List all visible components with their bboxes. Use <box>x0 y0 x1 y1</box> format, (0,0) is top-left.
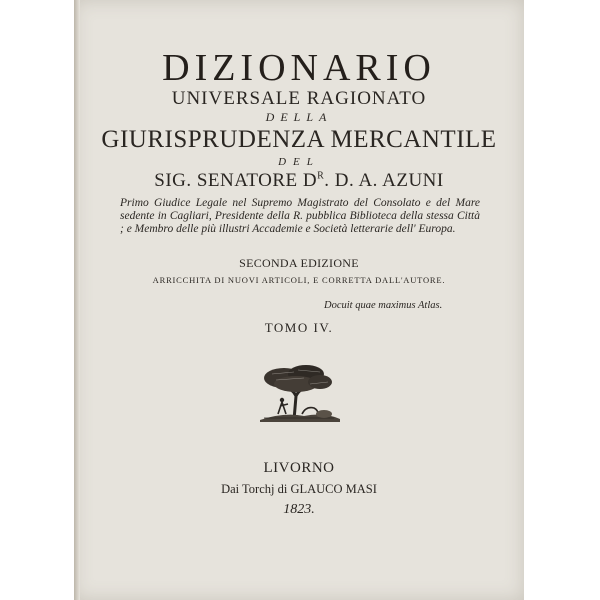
author-suffix: . D. A. AZUNI <box>324 170 444 191</box>
author-prefix: SIG. SENATORE D <box>154 170 318 191</box>
author-description: Primo Giudice Legale nel Supremo Magistrato del Consolato e del Mare sedente in Cagliari, Presidente della R. pubblica Biblioteca della stessa Città ; e Membro delle più illustri Accademie e Società letterarie dell' Europa. <box>120 197 480 235</box>
subtitle-line-2: GIURISPRUDENZA MERCANTILE <box>101 126 497 153</box>
subtitle-line-1: UNIVERSALE RAGIONATO <box>171 88 427 109</box>
author-superscript: R <box>317 170 325 182</box>
edition-note: ARRICCHITA DI NUOVI ARTICOLI, E CORRETTA DALL'AUTORE. <box>152 275 446 285</box>
author-line <box>74 170 524 192</box>
title-page <box>74 0 524 600</box>
connector-del: DEL <box>278 156 320 168</box>
imprint-year: 1823. <box>283 502 315 517</box>
connector-della: DELLA <box>265 110 333 124</box>
edition: SECONDA EDIZIONE <box>239 256 359 270</box>
imprint-place: LIVORNO <box>263 460 335 476</box>
imprint-printer: Dai Torchj di GLAUCO MASI <box>221 482 377 496</box>
main-title: DIZIONARIO <box>162 47 436 89</box>
landscape-engraving-icon <box>254 362 344 424</box>
volume-number: TOMO IV. <box>264 320 334 335</box>
motto: Docuit quae maximus Atlas. <box>324 300 443 311</box>
